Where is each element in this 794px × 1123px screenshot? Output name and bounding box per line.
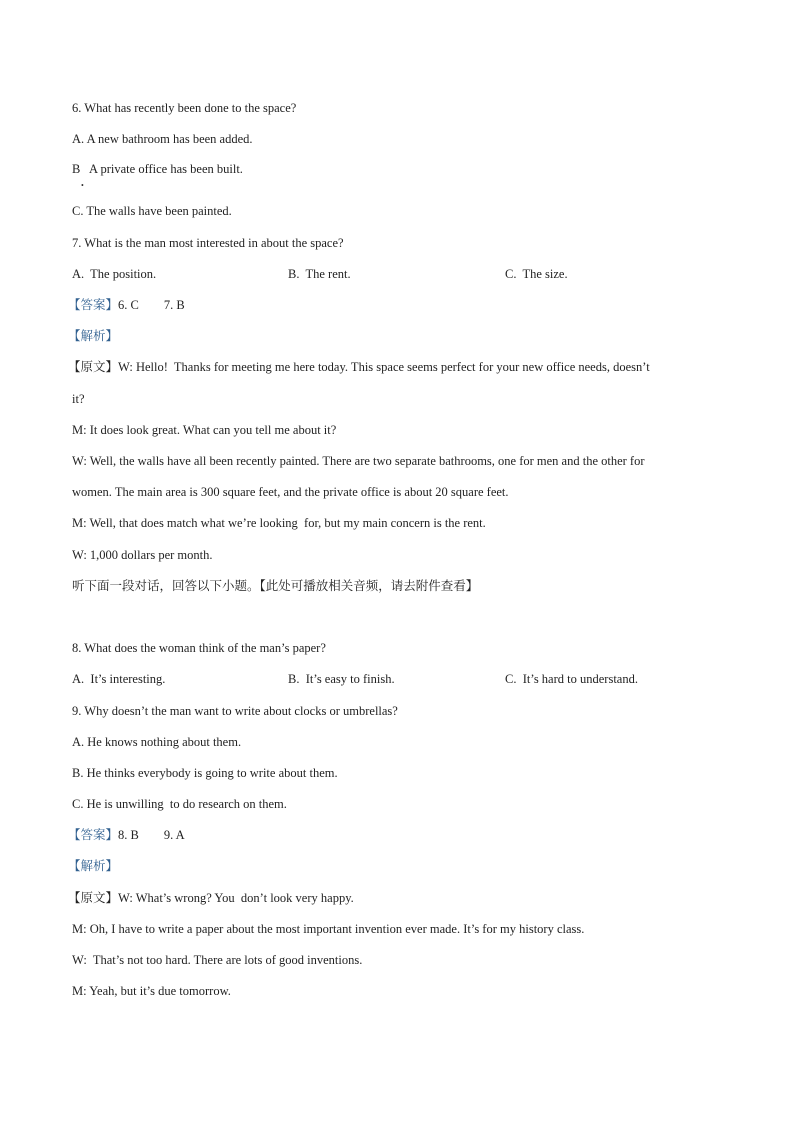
transcript-1-line-7: W: 1,000 dollars per month. xyxy=(72,548,213,562)
transcript-2-line-4: M: Yeah, but it’s due tomorrow. xyxy=(72,984,231,998)
transcript-2-line-3: W: That’s not too hard. There are lots of good inventions. xyxy=(72,953,363,967)
answer-tag: 【答案】 xyxy=(68,827,119,842)
transcript-1-line-6: M: Well, that does match what we’re looking for, but my main concern is the rent. xyxy=(72,516,486,530)
transcript-text: W: What’s wrong? You don’t look very happy. xyxy=(118,891,354,905)
transcript-1-line-5: women. The main area is 300 square feet, and the private office is about 20 square feet. xyxy=(72,485,509,499)
answer-text: 8. B 9. A xyxy=(118,828,185,842)
analysis-tag: 【解析】 xyxy=(68,328,119,343)
answer-tag: 【答案】 xyxy=(68,297,119,312)
answer-section-2 xyxy=(68,827,185,843)
question-8-option-c: C. It’s hard to understand. xyxy=(505,672,638,686)
question-6-option-a: A. A new bathroom has been added. xyxy=(72,132,253,146)
analysis-section-1 xyxy=(68,328,118,344)
question-7-option-a: A. The position. xyxy=(72,267,157,281)
question-8-option-a: A. It’s interesting. xyxy=(72,672,166,686)
transcript-1-line-2: it? xyxy=(72,392,85,406)
question-9-option-a: A. He knows nothing about them. xyxy=(72,735,242,749)
transcript-2-line-2: M: Oh, I have to write a paper about the most important invention ever made. It’s for my history class. xyxy=(72,922,585,936)
question-6-option-c: C. The walls have been painted. xyxy=(72,204,232,218)
answer-section-1 xyxy=(68,297,185,313)
transcript-1-line-1 xyxy=(68,359,650,375)
transcript-tag: 【原文】 xyxy=(68,359,119,374)
answer-text: 6. C 7. B xyxy=(118,298,185,312)
question-7-option-b: B. The rent. xyxy=(288,267,351,281)
question-8-option-b: B. It’s easy to finish. xyxy=(288,672,395,686)
transcript-tag: 【原文】 xyxy=(68,890,119,905)
question-9-option-b: B. He thinks everybody is going to write about them. xyxy=(72,766,338,780)
question-9-option-c: C. He is unwilling to do research on them. xyxy=(72,797,287,811)
analysis-tag: 【解析】 xyxy=(68,858,119,873)
question-8-stem: 8. What does the woman think of the man’s paper? xyxy=(72,641,326,655)
transcript-2-line-1 xyxy=(68,890,354,906)
question-6-stem: 6. What has recently been done to the space? xyxy=(72,101,297,115)
bullet-dot: • xyxy=(81,181,84,190)
question-7-option-c: C. The size. xyxy=(505,267,568,281)
listening-instruction: 听下面一段对话，回答以下小题。【此处可播放相关音频，请去附件查看】 xyxy=(72,578,479,593)
analysis-section-2 xyxy=(68,858,118,874)
transcript-1-line-3: M: It does look great. What can you tell me about it? xyxy=(72,423,337,437)
transcript-1-line-4: W: Well, the walls have all been recently painted. There are two separate bathrooms, one for men and the other for xyxy=(72,454,645,468)
transcript-text: W: Hello! Thanks for meeting me here today. This space seems perfect for your new office needs, doesn’t xyxy=(118,360,650,374)
question-9-stem: 9. Why doesn’t the man want to write about clocks or umbrellas? xyxy=(72,704,398,718)
question-7-stem: 7. What is the man most interested in about the space? xyxy=(72,236,344,250)
question-6-option-b: B A private office has been built. xyxy=(72,162,243,176)
